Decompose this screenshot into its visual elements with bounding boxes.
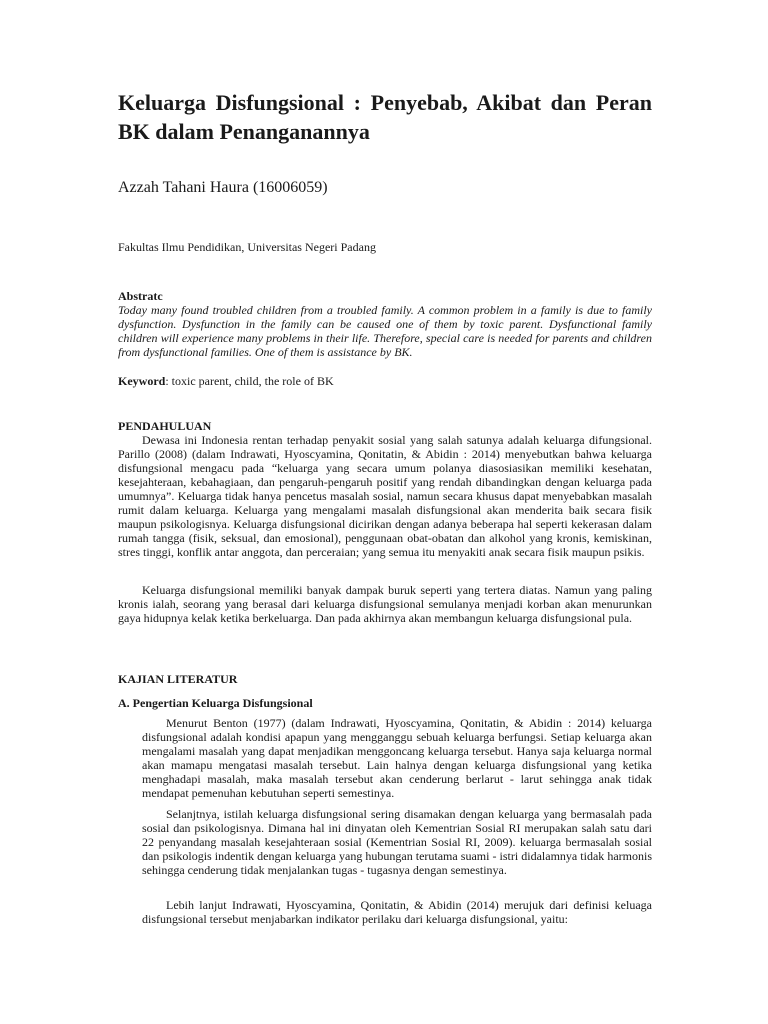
intro-paragraph-2: Keluarga disfungsional memiliki banyak dampak buruk seperti yang tertera diatas. Namun yang paling kronis ialah, seorang yang berasal dari keluarga disfungsional semulanya menjadi korban akan menurunkan gaya hidupnya kelak ketika berkeluarga. Dan pada akhirnya akan membangun keluarga disfungsional pula. (118, 583, 652, 625)
section-heading-literature: KAJIAN LITERATUR (118, 672, 238, 686)
keywords-label: Keyword (118, 374, 166, 388)
paper-title: Keluarga Disfungsional : Penyebab, Akibat dan Peran BK dalam Penanganannya (118, 90, 652, 144)
keywords-text: : toxic parent, child, the role of BK (165, 374, 334, 388)
abstract-heading: Abstratc (118, 289, 163, 303)
literature-paragraph-1: Menurut Benton (1977) (dalam Indrawati, Hyoscyamina, Qonitatin, & Abidin : 2014) keluarga disfungsional adalah kondisi apapun yang mengganggu sebuah keluarga berfungsi. Setiap keluarga akan mengalami masalah yang dapat menjadikan menggoncang keluarga tersebut. Hanya saja keluarga normal akan mamapu mengatasi masalah tersebut. Lain halnya dengan keluarga disfungsional yang ketika menghadapi masalah, maka masalah tersebut akan cenderung berlarut - larut sehingga anak tidak mendapat pemenuhan kebutuhan seperti semestinya. (142, 716, 652, 800)
author-affiliation: Fakultas Ilmu Pendidikan, Universitas Negeri Padang (118, 240, 376, 254)
section-heading-introduction: PENDAHULUAN (118, 419, 212, 433)
subsection-heading-definition: A. Pengertian Keluarga Disfungsional (118, 696, 313, 710)
intro-paragraph-1: Dewasa ini Indonesia rentan terhadap penyakit sosial yang salah satunya adalah keluarga difungsional. Parillo (2008) (dalam Indrawati, Hyoscyamina, Qonitatin, & Abidin : 2014) menyebutkan bahwa keluarga disfungsional mengacu pada “keluarga yang secara umum polanya diasosiasikan memiliki kesehatan, kesejahteraan, kebahagiaan, dan pengaruh-pengaruh positif yang rendah dibandingkan dengan keluarga pada umumnya”. Keluarga tidak hanya pencetus masalah sosial, namun secara khusus dapat menyebabkan masalah rumit dalam keluarga. Keluarga yang mengalami masalah disfungsional akan menderita baik secara fisik maupun psikologisnya. Keluarga disfungsional dicirikan dengan adanya beberapa hal seperti kekerasan dalam rumah tangga (fisik, seksual, dan emosional), penggunaan obat-obatan dan alkohol yang kronis, kemiskinan, stres tinggi, konflik antar anggota, dan perceraian; yang semua itu menyakiti anak secara fisik maupun psikis. (118, 433, 652, 559)
literature-paragraph-2: Selanjtnya, istilah keluarga disfungsional sering disamakan dengan keluarga yang bermasalah pada sosial dan psikologisnya. Dimana hal ini dinyatan oleh Kementrian Sosial RI merupakan salah satu dari 22 penyandang masalah kesejahteraan sosial (Kementrian Sosial RI, 2009). keluarga bermasalah sosial dan psikologis indentik dengan keluarga yang hubungan terutama suami - istri didalamnya tidak harmonis sehingga cenderung tidak menjalankan tugas - tugasnya dengan semestinya. (142, 807, 652, 877)
keywords-line (118, 374, 334, 389)
literature-paragraph-3: Lebih lanjut Indrawati, Hyoscyamina, Qonitatin, & Abidin (2014) merujuk dari definisi keluaga disfungsional tersebut menjabarkan indikator perilaku dari keluarga disfungsional, yaitu: (142, 898, 652, 926)
abstract-text: Today many found troubled children from a troubled family. A common problem in a family is due to family dysfunction. Dysfunction in the family can be caused one of them by toxic parent. Dysfunctional family children will experience many problems in their life. Therefore, special care is needed for parents and children from dysfunctional families. One of them is assistance by BK. (118, 303, 652, 359)
author-name: Azzah Tahani Haura (16006059) (118, 179, 328, 196)
